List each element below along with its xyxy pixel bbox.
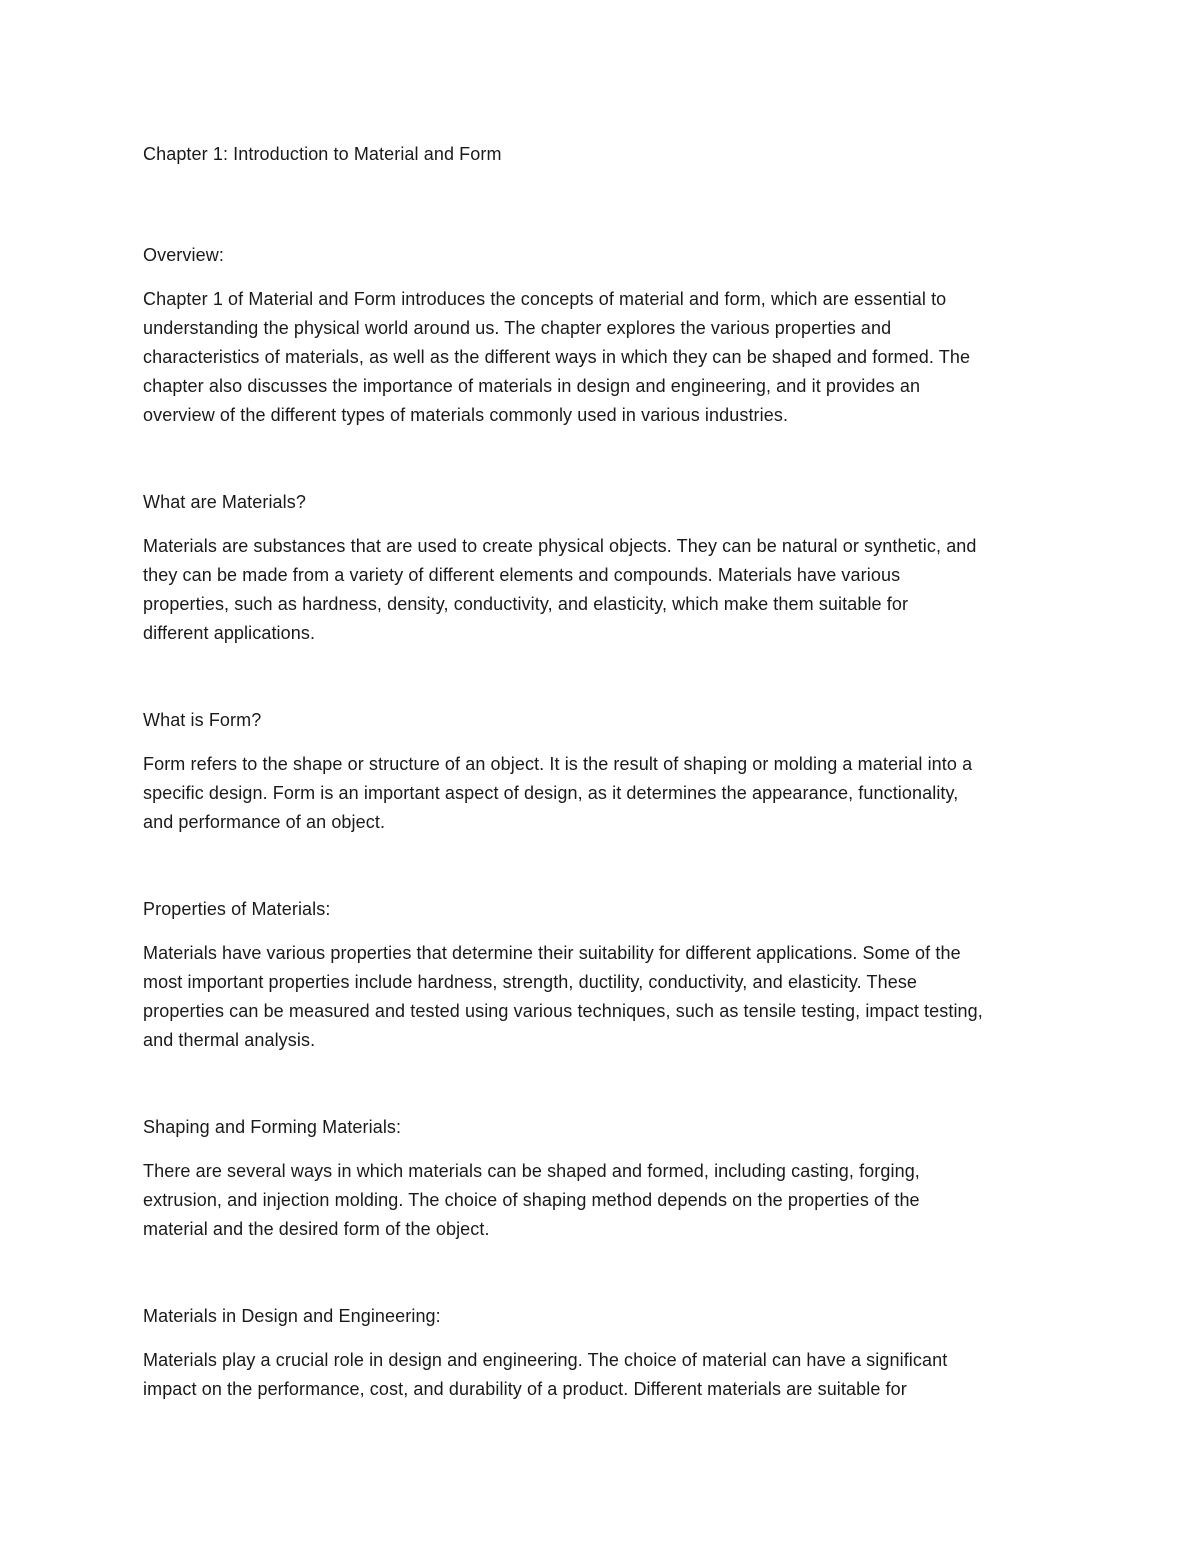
section-design-and-engineering <box>143 1302 1058 1404</box>
section-properties-of-materials <box>143 895 1058 1055</box>
paragraph-line: specific design. Form is an important aspect of design, as it determines the appearance, functionality, <box>143 783 959 803</box>
paragraph-line: There are several ways in which materials can be shaped and formed, including casting, forging, <box>143 1161 920 1181</box>
paragraph-line: overview of the different types of materials commonly used in various industries. <box>143 405 789 425</box>
section-heading: Shaping and Forming Materials: <box>143 1117 402 1137</box>
section-heading: Properties of Materials: <box>143 899 331 919</box>
paragraph-line: Materials have various properties that determine their suitability for different applications. Some of the <box>143 943 961 963</box>
paragraph-line: and performance of an object. <box>143 812 386 832</box>
paragraph-line: they can be made from a variety of different elements and compounds. Materials have various <box>143 565 901 585</box>
paragraph-line: characteristics of materials, as well as the different ways in which they can be shaped and formed. The <box>143 347 971 367</box>
section-heading: What is Form? <box>143 710 262 730</box>
section-heading: What are Materials? <box>143 492 306 512</box>
paragraph-line: Form refers to the shape or structure of an object. It is the result of shaping or molding a material into a <box>143 754 973 774</box>
paragraph-line: understanding the physical world around us. The chapter explores the various properties and <box>143 318 892 338</box>
paragraph-line: material and the desired form of the object. <box>143 1219 490 1239</box>
paragraph-line: different applications. <box>143 623 316 643</box>
section-what-are-materials <box>143 488 1058 648</box>
document-page <box>143 140 1058 1404</box>
paragraph-line: properties, such as hardness, density, conductivity, and elasticity, which make them suitable for <box>143 594 909 614</box>
paragraph-line: Materials are substances that are used to create physical objects. They can be natural or synthetic, and <box>143 536 977 556</box>
paragraph-line: impact on the performance, cost, and durability of a product. Different materials are suitable for <box>143 1379 907 1399</box>
paragraph-line: most important properties include hardness, strength, ductility, conductivity, and elasticity. These <box>143 972 918 992</box>
paragraph-line: extrusion, and injection molding. The choice of shaping method depends on the properties of the <box>143 1190 920 1210</box>
section-heading: Materials in Design and Engineering: <box>143 1306 441 1326</box>
section-heading: Overview: <box>143 245 224 265</box>
section-shaping-and-forming <box>143 1113 1058 1244</box>
paragraph-line: Materials play a crucial role in design and engineering. The choice of material can have a significant <box>143 1350 948 1370</box>
section-what-is-form <box>143 706 1058 837</box>
paragraph-line: chapter also discusses the importance of materials in design and engineering, and it provides an <box>143 376 921 396</box>
paragraph-line: Chapter 1 of Material and Form introduces the concepts of material and form, which are essential to <box>143 289 947 309</box>
chapter-title: Chapter 1: Introduction to Material and Form <box>143 144 502 164</box>
section-overview <box>143 241 1058 430</box>
paragraph-line: and thermal analysis. <box>143 1030 316 1050</box>
paragraph-line: properties can be measured and tested using various techniques, such as tensile testing, impact testing, <box>143 1001 983 1021</box>
